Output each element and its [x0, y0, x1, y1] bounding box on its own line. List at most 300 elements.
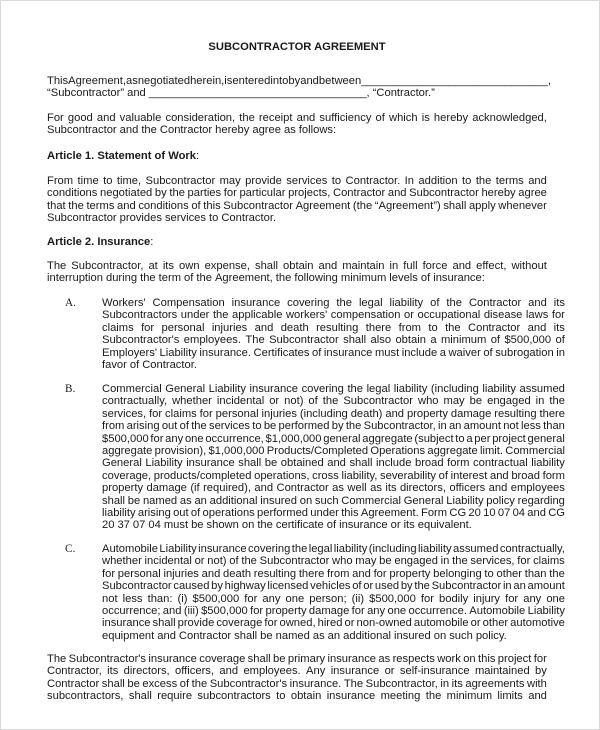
word: insured	[394, 629, 431, 642]
word: general	[527, 432, 565, 445]
word: broad	[511, 469, 540, 482]
word: of	[430, 297, 440, 309]
word: CG	[548, 506, 565, 519]
word: time	[77, 175, 99, 187]
word: on	[433, 629, 447, 642]
word: in	[535, 395, 545, 408]
word: be	[260, 629, 273, 642]
word: of	[191, 199, 201, 212]
word: ___________________________________,	[148, 87, 370, 100]
word: of	[308, 395, 318, 408]
word: minimum	[446, 690, 493, 703]
word: conditions	[138, 199, 189, 212]
word: insurance	[323, 346, 373, 359]
word: directors,	[123, 665, 170, 678]
word: any	[165, 432, 184, 445]
word: (iii)	[183, 604, 199, 617]
word: hired	[317, 617, 343, 630]
word: the	[425, 690, 442, 703]
word: shall	[349, 457, 373, 470]
word: Automobile	[102, 543, 158, 555]
word: form	[447, 457, 470, 470]
item-line	[102, 495, 565, 507]
article-1-line	[47, 212, 547, 224]
document-title: SUBCONTRACTOR AGREEMENT	[208, 41, 386, 53]
word: Commercial	[341, 494, 401, 507]
word: as	[312, 629, 325, 642]
word: and	[300, 75, 319, 87]
word: whether	[172, 395, 212, 408]
item-line	[102, 580, 565, 592]
word: than	[543, 420, 565, 433]
word: waiver	[448, 346, 481, 359]
word: interruption	[47, 272, 103, 285]
word: employees	[510, 482, 565, 495]
word: this	[203, 199, 221, 212]
word: be	[264, 457, 278, 470]
article-2-line	[47, 260, 547, 272]
word: liability	[102, 506, 136, 519]
word: shall	[443, 199, 467, 212]
word: subcontractors	[197, 690, 271, 703]
word: additional	[343, 629, 392, 642]
word: The	[47, 653, 67, 665]
word: maintained	[474, 665, 530, 678]
word: of	[555, 334, 565, 347]
word: covering	[301, 383, 344, 395]
word: or	[344, 617, 355, 630]
word: form	[542, 469, 565, 482]
word: person;	[309, 592, 347, 605]
word: parties	[187, 187, 222, 200]
word: valuable	[119, 112, 162, 124]
item-line	[102, 445, 565, 457]
word: favor	[102, 358, 127, 371]
word: the	[239, 112, 255, 124]
word: “Subcontractor”	[47, 87, 125, 100]
word: and	[352, 567, 371, 580]
word: resulting	[316, 321, 359, 334]
item-letter: C.	[65, 543, 76, 555]
word: other	[496, 567, 522, 580]
word: limit.	[480, 444, 503, 457]
word: obtain	[290, 690, 322, 703]
item-line	[102, 334, 565, 346]
word: may	[443, 395, 465, 408]
item-line	[102, 519, 565, 531]
word: used	[374, 580, 400, 593]
item-line	[102, 507, 565, 519]
word: the	[257, 519, 273, 532]
word: not)	[207, 555, 227, 568]
word: respects	[392, 653, 435, 665]
article-1-line	[47, 187, 547, 199]
word: addition	[418, 175, 458, 187]
word: the	[347, 383, 363, 395]
word: on	[299, 494, 313, 507]
word: the	[140, 272, 156, 285]
word: be	[127, 494, 141, 507]
word: Certificates	[253, 346, 310, 359]
word: than	[524, 567, 547, 580]
item-line	[102, 383, 565, 395]
word: out	[161, 420, 178, 433]
word: subrogation	[495, 346, 554, 359]
word: project	[492, 432, 526, 445]
word: insurance	[102, 617, 151, 630]
word: owned,	[279, 617, 316, 630]
word: be	[273, 653, 286, 665]
word: its	[553, 321, 565, 334]
word: services	[164, 212, 206, 225]
word: $500,000	[369, 592, 416, 605]
word: and	[117, 199, 136, 212]
word: a	[466, 432, 473, 445]
word: and	[296, 112, 316, 124]
closing-line	[47, 653, 547, 665]
word: (including	[299, 407, 348, 420]
word: provide	[245, 175, 282, 187]
word: expense,	[204, 260, 250, 272]
word: non-owned	[356, 617, 412, 630]
word: disease	[483, 309, 523, 322]
word: must	[374, 346, 400, 359]
word: conditions	[47, 187, 98, 200]
item-line	[102, 395, 565, 407]
word: Contractor,	[47, 665, 102, 678]
word: shall	[101, 677, 125, 690]
word: (the	[352, 199, 373, 212]
word: or	[194, 555, 205, 568]
word: negotiated	[100, 187, 153, 200]
word: or	[384, 665, 395, 678]
item-line	[102, 359, 565, 371]
word: the	[291, 543, 308, 555]
word: Operations	[370, 444, 426, 457]
word: insurance	[231, 297, 281, 309]
word: of	[179, 677, 190, 690]
word: of	[184, 272, 194, 285]
word: Contractor	[159, 124, 213, 137]
word: vehicles	[310, 580, 351, 593]
word: limits	[497, 690, 523, 703]
word: 10	[483, 506, 496, 519]
word: agree	[518, 187, 547, 200]
word: at	[148, 260, 158, 272]
word: legal	[366, 383, 391, 395]
word: for	[244, 592, 258, 605]
word: shall	[343, 334, 367, 347]
word: or	[269, 395, 280, 408]
word: occurrence,	[205, 432, 264, 445]
word: equivalent.	[417, 519, 472, 532]
word: the	[322, 395, 339, 408]
word: legal	[308, 543, 333, 555]
item-line	[102, 309, 565, 321]
word: damage	[450, 407, 492, 420]
word: also	[370, 334, 392, 347]
word: in	[556, 346, 565, 359]
word: to	[484, 567, 494, 580]
word: of	[483, 346, 493, 359]
word: out	[173, 506, 189, 519]
word: and	[254, 321, 274, 334]
word: be	[263, 420, 277, 433]
word: General	[165, 383, 206, 395]
word: an	[513, 580, 526, 593]
word: Subcontractor's	[68, 653, 147, 665]
word: ______________________________,	[361, 75, 551, 87]
word: resulting	[253, 567, 297, 580]
word: This	[47, 75, 69, 87]
word: such	[449, 629, 473, 642]
word: covering	[248, 543, 291, 555]
word: incidental	[216, 395, 265, 408]
word: its	[403, 519, 415, 532]
word: services,	[470, 555, 515, 568]
word: and	[219, 665, 239, 678]
word: shown	[206, 519, 239, 532]
word: for	[264, 617, 278, 630]
word: the	[414, 580, 430, 593]
word: and	[489, 469, 509, 482]
word: its	[107, 665, 119, 678]
word: and	[318, 260, 338, 272]
word: or	[363, 580, 374, 593]
word: minimum	[440, 334, 487, 347]
item-line	[102, 420, 565, 432]
word: one	[546, 592, 565, 605]
word: any	[367, 604, 386, 617]
word: (if	[190, 482, 200, 495]
word: the	[275, 272, 292, 285]
word: than:	[147, 592, 173, 605]
word: $500,000	[201, 604, 248, 617]
word: receipt	[258, 112, 293, 124]
word: of	[352, 580, 362, 593]
word: Subcontractor's	[102, 334, 180, 347]
word: to	[331, 175, 342, 187]
item-line	[102, 593, 565, 605]
word: there	[298, 567, 325, 580]
word: project	[497, 653, 532, 665]
word: and	[201, 567, 221, 580]
word: terms	[86, 199, 115, 212]
word: and	[527, 321, 547, 334]
word: Contractor	[276, 482, 329, 495]
word: CG	[449, 506, 467, 519]
word: 07	[497, 506, 511, 519]
word: automobile	[413, 617, 469, 630]
word: follows:	[298, 124, 337, 137]
word: liability	[393, 383, 428, 395]
word: insurance:	[433, 272, 485, 285]
word: From	[47, 175, 74, 187]
word: resulting	[494, 407, 537, 420]
word: this	[341, 506, 359, 519]
word: operations,	[254, 469, 310, 482]
word: insurance	[186, 457, 235, 470]
word: insurance	[339, 519, 388, 532]
word: a	[439, 346, 446, 359]
word: Form	[420, 506, 448, 519]
word: claims	[165, 407, 197, 420]
word: include	[401, 346, 438, 359]
word: during	[105, 272, 138, 285]
word: amount	[527, 580, 565, 593]
word: liability	[482, 383, 516, 395]
item-line	[102, 408, 565, 420]
word: other	[482, 617, 509, 630]
article-2-line	[47, 272, 547, 284]
word: automotive	[510, 617, 565, 630]
word: highway	[224, 580, 266, 593]
word: 37	[117, 519, 130, 532]
word: 20	[468, 506, 481, 519]
word: occurrence;	[102, 604, 161, 617]
word: officers,	[175, 665, 215, 678]
word: which	[388, 112, 418, 124]
word: Contractor.	[345, 175, 401, 187]
word: the	[191, 677, 208, 690]
word: Liability	[159, 543, 197, 555]
word: the	[475, 175, 492, 187]
item-line	[102, 457, 565, 469]
word: entered	[232, 75, 271, 87]
word: insurance	[249, 383, 299, 395]
article-1-line	[47, 200, 547, 212]
word: Subcontractor	[102, 580, 172, 593]
closing-line	[47, 690, 547, 702]
word: Liability	[159, 346, 197, 359]
word: for	[199, 407, 213, 420]
word: Subcontractors	[102, 309, 178, 322]
word: personal	[215, 407, 259, 420]
word: for	[517, 555, 531, 568]
word: in	[502, 580, 512, 593]
word: Products/Completed	[266, 444, 369, 457]
word: amount	[463, 420, 501, 433]
word: personal	[117, 567, 161, 580]
word: Agreement	[295, 199, 351, 212]
word: primary	[287, 653, 326, 665]
word: aggregate	[427, 444, 478, 457]
word: without	[511, 260, 547, 272]
word: compensation	[330, 309, 401, 322]
word: the	[549, 395, 565, 408]
word: time,	[116, 175, 142, 187]
intro-line	[47, 75, 551, 87]
word: for	[250, 604, 264, 617]
word: property	[102, 482, 144, 495]
word: laws	[525, 309, 549, 322]
word: liability,	[341, 469, 378, 482]
word: the	[191, 420, 207, 433]
word: Liability	[446, 494, 484, 507]
word: services	[286, 175, 328, 187]
word: Subcontractor	[259, 555, 330, 568]
word: The	[343, 677, 364, 690]
closing-line	[47, 678, 547, 690]
word: any	[523, 592, 542, 605]
word: services	[208, 420, 251, 433]
word: $1,000,000	[208, 444, 265, 457]
word: not)	[284, 395, 304, 408]
word: who	[332, 555, 353, 568]
word: by	[211, 580, 223, 593]
word: minimum	[340, 272, 387, 285]
word: claims	[533, 555, 565, 568]
word: levels	[389, 272, 418, 285]
word: good	[67, 112, 93, 124]
word: and	[119, 124, 139, 137]
word: Compensation	[152, 297, 225, 309]
word: Liability	[527, 604, 565, 617]
word: shall	[247, 653, 271, 665]
word: by	[154, 187, 167, 200]
word: hereby	[433, 112, 469, 124]
word: contractual	[473, 457, 528, 470]
word: and	[254, 482, 274, 495]
word: terms	[495, 175, 524, 187]
word: from	[398, 321, 421, 334]
word: whenever	[498, 199, 547, 212]
word: an	[194, 494, 207, 507]
item-letter: A.	[65, 297, 76, 309]
word: equipment	[102, 629, 155, 642]
word: maintain	[342, 260, 385, 272]
word: for	[141, 321, 155, 334]
word: particular	[239, 187, 286, 200]
word: and	[162, 604, 182, 617]
consideration-paragraph	[47, 112, 547, 137]
word: aggregate	[362, 432, 413, 445]
word: shall	[234, 629, 258, 642]
word: performed	[257, 506, 309, 519]
word: projects,	[288, 187, 331, 200]
word: hereby	[215, 124, 250, 137]
word: obtained	[280, 457, 324, 470]
word: arising	[126, 420, 160, 433]
word: $500,000	[102, 432, 149, 445]
word: effect,	[476, 260, 507, 272]
word: shall	[102, 494, 126, 507]
word: Subcontractor	[223, 199, 293, 212]
word: well	[347, 482, 367, 495]
word: by	[535, 665, 547, 678]
word: as	[370, 482, 382, 495]
word: (including	[368, 543, 417, 555]
word: of	[490, 334, 501, 347]
word: one	[285, 592, 305, 605]
consideration-line	[47, 124, 547, 136]
word: operations	[202, 506, 255, 519]
word: Agreement,	[214, 272, 273, 285]
word: into	[270, 75, 289, 87]
word: insurance.	[289, 677, 342, 690]
word: policy	[486, 494, 515, 507]
word: any	[262, 592, 281, 605]
word: insured	[260, 494, 297, 507]
word: injury	[473, 592, 501, 605]
word: Subcontractor	[145, 175, 216, 187]
consideration-line	[47, 112, 547, 124]
word: of	[179, 420, 189, 433]
word: Any	[306, 665, 326, 678]
word: “Agreement”)	[374, 199, 441, 212]
word: For	[47, 112, 64, 124]
item-line	[102, 605, 565, 617]
